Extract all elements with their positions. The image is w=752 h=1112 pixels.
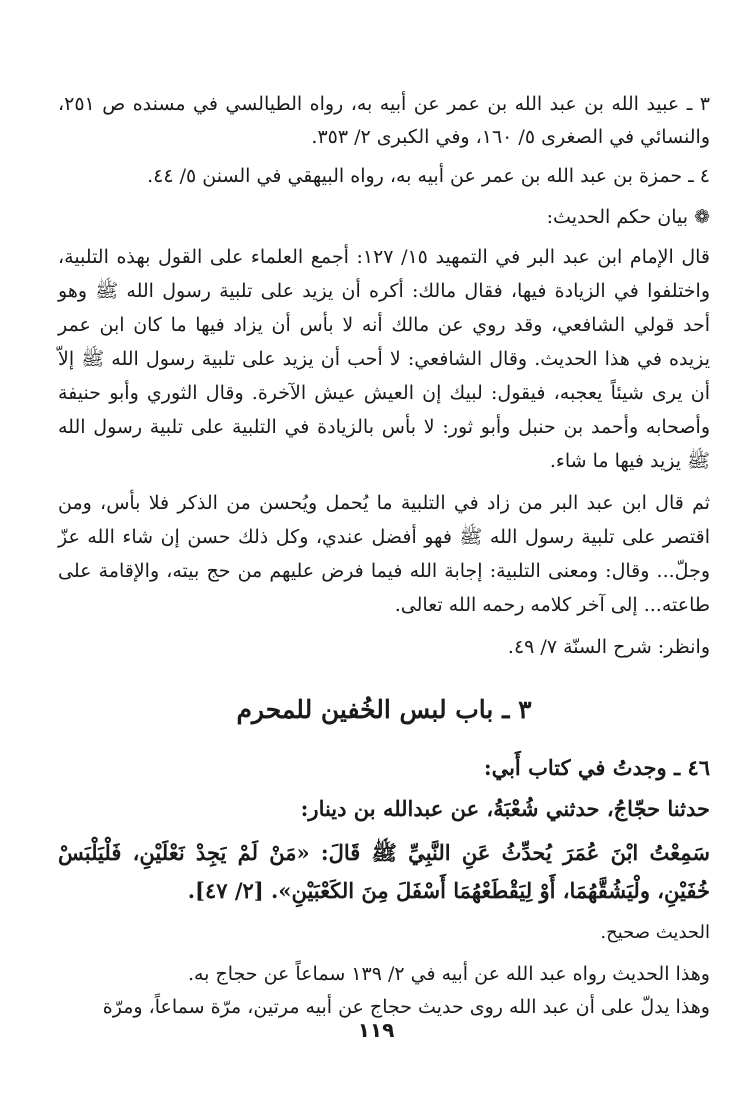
book-page xyxy=(58,88,710,1024)
footnote-item: ٤ ـ حمزة بن عبد الله بن عمر عن أبيه به، رواه البيهقي في السنن ٥/ ٤٤. xyxy=(147,165,710,187)
after-text-line: وهذا يدلّ على أن عبد الله روى حديث حجاج عن أبيه مرتين، مرّة سماعاً، ومرّة xyxy=(102,996,710,1018)
after-text-line: وهذا الحديث رواه عبد الله عن أبيه في ٢/ ١٣٩ سماعاً عن حجاج به. xyxy=(187,963,710,985)
page-number: ١١٩ xyxy=(357,1018,395,1042)
chapter-title: ٣ ـ باب لبس الخُفين للمحرم xyxy=(236,695,532,724)
commentary-paragraph: ثم قال ابن عبد البر من زاد في التلبية ما يُحمل ويُحسن من الذكر فلا بأس، ومن اقتصر على تلبية رسول الله ﷺ فهو أفضل عندي، وكل ذلك حسن إن شاء الله عزّ وجلّ... وقال: ومعنى التلبية: إجابة الله فيما فرض عليهم من حج بيته، والإقامة على طاعته... إلى آخر كلامه رحمه الله تعالى. xyxy=(58,492,710,616)
hadith-grade: الحديث صحيح. xyxy=(600,922,710,943)
hadith-matn: سَمِعْتُ ابْنَ عُمَرَ يُحدِّثُ عَنِ النَّبِيِّ ﷺ قَالَ: «مَنْ لَمْ يَجِدْ نَعْلَيْنِ، فَلْيَلْبَسْ خُفَيْنِ، ولْيَشُقَّهُمَا، أَوْ لِيَقْطَعْهُمَا أَسْفَلَ مِنَ الكَعْبَيْنِ». [٢/ ٤٧]. xyxy=(58,840,710,903)
commentary-paragraph: قال الإمام ابن عبد البر في التمهيد ١٥/ ١٢٧: أجمع العلماء على القول بهذه التلبية، واختلفوا في الزيادة فيها، فقال مالك: أكره أن يزيد على تلبية رسول الله ﷺ وهو أحد قولي الشافعي، وقد روي عن مالك أنه لا بأس أن يزاد فيها ما كان ابن عمر يزيده في هذا الحديث. وقال الشافعي: لا أحب أن يزيد على تلبية رسول الله ﷺ إلاّ أن يرى شيئاً يعجبه، فيقول: لبيك إن العيش عيش الآخرة. وقال الثوري وأبو حنيفة وأصحابه وأحمد بن حنبل وأبو ثور: لا بأس بالزيادة في التلبية على تلبية رسول الله ﷺ يزيد فيها ما شاء. xyxy=(58,246,710,472)
hadith-number-line: ٤٦ ـ وجدتُ في كتاب أَبي: xyxy=(483,755,710,780)
hadith-isnad: حدثنا حجّاجُ، حدثني شُعْبَةُ، عن عبدالله بن دينار: xyxy=(300,796,710,821)
section-heading: ❁ بيان حكم الحديث: xyxy=(546,206,710,228)
reference-line: وانظر: شرح السنّة ٧/ ٤٩. xyxy=(507,636,710,658)
footnote-item: ٣ ـ عبيد الله بن عبد الله بن عمر عن أبيه به، رواه الطيالسي في مسنده ص ٢٥١، والنسائي في الصغرى ٥/ ١٦٠، وفي الكبرى ٢/ ٣٥٣. xyxy=(58,93,710,148)
